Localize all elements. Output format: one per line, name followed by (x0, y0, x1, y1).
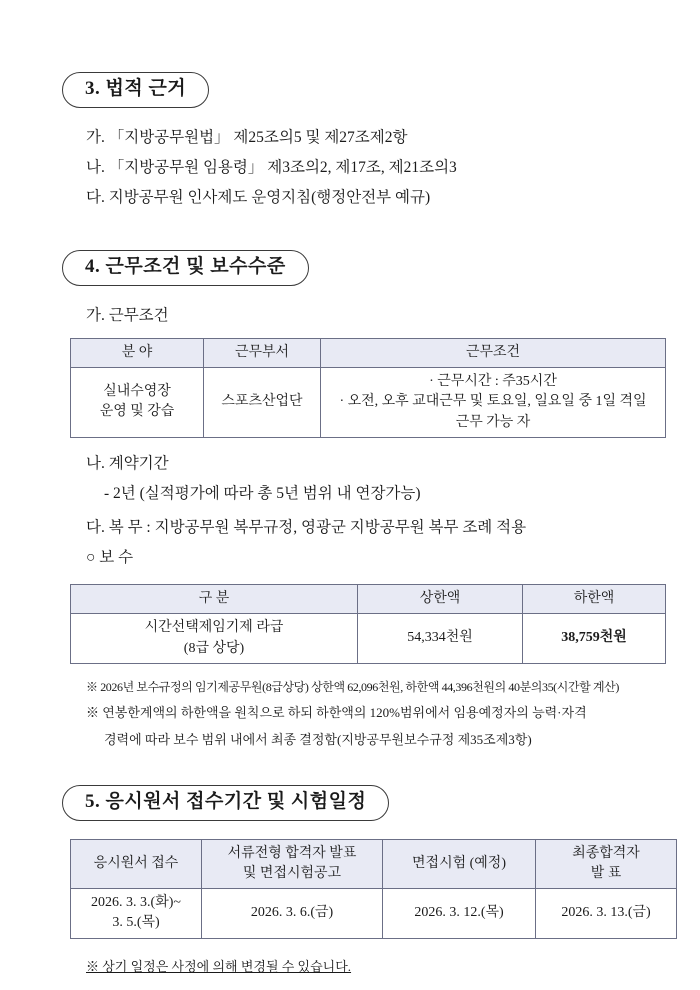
condition-line-1: · 근무시간 : 주35시간 (429, 374, 557, 390)
subsection-work-conditions: 가. 근무조건 (86, 306, 169, 324)
th-line-2: 및 면접시험공고 (242, 865, 342, 881)
th-field: 분 야 (71, 338, 204, 367)
th-line-1: 면접시험 (예정) (412, 855, 506, 871)
th-final-result (536, 839, 677, 889)
th-interview (383, 839, 536, 889)
table-header-row (71, 338, 666, 367)
section-schedule (62, 785, 700, 821)
th-line-1: 서류전형 합격자 발표 (227, 845, 357, 861)
th-line-2: 발 표 (590, 865, 622, 881)
legal-item-2: 나. 「지방공무원 임용령」 제3조의2, 제17조, 제21조의3 (86, 158, 457, 176)
table-row (71, 614, 666, 664)
section-heading-legal: 3. 법적 근거 (62, 72, 209, 108)
schedule-note: ※ 상기 일정은 사정에 의해 변경될 수 있습니다. (86, 958, 352, 974)
condition-line-3: 근무 가능 자 (455, 414, 531, 430)
th-lower-limit: 하한액 (523, 585, 666, 614)
field-line-2: 운영 및 강습 (99, 404, 175, 420)
th-line-1: 응시원서 접수 (93, 855, 179, 871)
th-upper-limit: 상한액 (358, 585, 523, 614)
cell-lower-limit: 38,759천원 (523, 614, 666, 664)
pay-table (70, 584, 666, 664)
division-line-1: 시간선택제임기제 라급 (144, 620, 284, 636)
th-line-1: 최종합격자 (572, 845, 640, 861)
cell-line-1: 2026. 3. 12.(목) (414, 905, 504, 921)
cell-line-1: 2026. 3. 3.(화)~ (91, 895, 181, 911)
subsection-pay: ○ 보 수 (86, 548, 134, 566)
section-conditions (62, 250, 700, 286)
table-row (71, 889, 677, 939)
schedule-table (70, 839, 677, 939)
cell-conditions (321, 368, 666, 438)
section-legal (62, 72, 700, 108)
th-application-period (71, 839, 202, 889)
section-heading-conditions: 4. 근무조건 및 보수수준 (62, 250, 309, 286)
contract-period-text: - 2년 (실적평가에 따라 총 5년 범위 내 연장가능) (104, 484, 421, 502)
cell-line-2: 3. 5.(목) (112, 915, 160, 931)
cell-final-result (536, 889, 677, 939)
table-header-row (71, 839, 677, 889)
cell-line-1: 2026. 3. 13.(금) (561, 905, 651, 921)
cell-field (71, 368, 204, 438)
pay-note-1: ※ 2026년 보수규정의 임기제공무원(8급상당) 상한액 62,096천원, 하한액 44,396천원의 40분의35(시간할 계산) (86, 679, 619, 694)
cell-interview (383, 889, 536, 939)
cell-division (71, 614, 358, 664)
pay-note-2-cont: 경력에 따라 보수 범위 내에서 최종 결정함(지방공무원보수규정 제35조제3항) (104, 731, 532, 747)
table-header-row (71, 585, 666, 614)
section-heading-schedule: 5. 응시원서 접수기간 및 시험일정 (62, 785, 389, 821)
th-document-screening (202, 839, 383, 889)
work-conditions-table (70, 338, 666, 438)
division-line-2: (8급 상당) (183, 640, 245, 656)
cell-document-screening (202, 889, 383, 939)
table-row (71, 368, 666, 438)
cell-upper-limit: 54,334천원 (358, 614, 523, 664)
th-division: 구 분 (71, 585, 358, 614)
condition-line-2: · 오전, 오후 교대근무 및 토요일, 일요일 중 1일 격일 (339, 394, 647, 410)
legal-item-1: 가. 「지방공무원법」 제25조의5 및 제27조제2항 (86, 128, 408, 146)
cell-line-1: 2026. 3. 6.(금) (250, 905, 334, 921)
legal-item-3: 다. 지방공무원 인사제도 운영지침(행정안전부 예규) (86, 188, 431, 206)
pay-note-2: ※ 연봉한계액의 하한액을 원칙으로 하되 하한액의 120%범위에서 임용예정자의 능력·자격 (86, 705, 587, 721)
th-conditions: 근무조건 (321, 338, 666, 367)
cell-dept: 스포츠산업단 (204, 368, 321, 438)
th-dept: 근무부서 (204, 338, 321, 367)
cell-application-period (71, 889, 202, 939)
field-line-1: 실내수영장 (103, 384, 171, 400)
subsection-contract-period: 나. 계약기간 (86, 454, 169, 472)
subsection-service: 다. 복 무 : 지방공무원 복무규정, 영광군 지방공무원 복무 조례 적용 (86, 518, 527, 536)
